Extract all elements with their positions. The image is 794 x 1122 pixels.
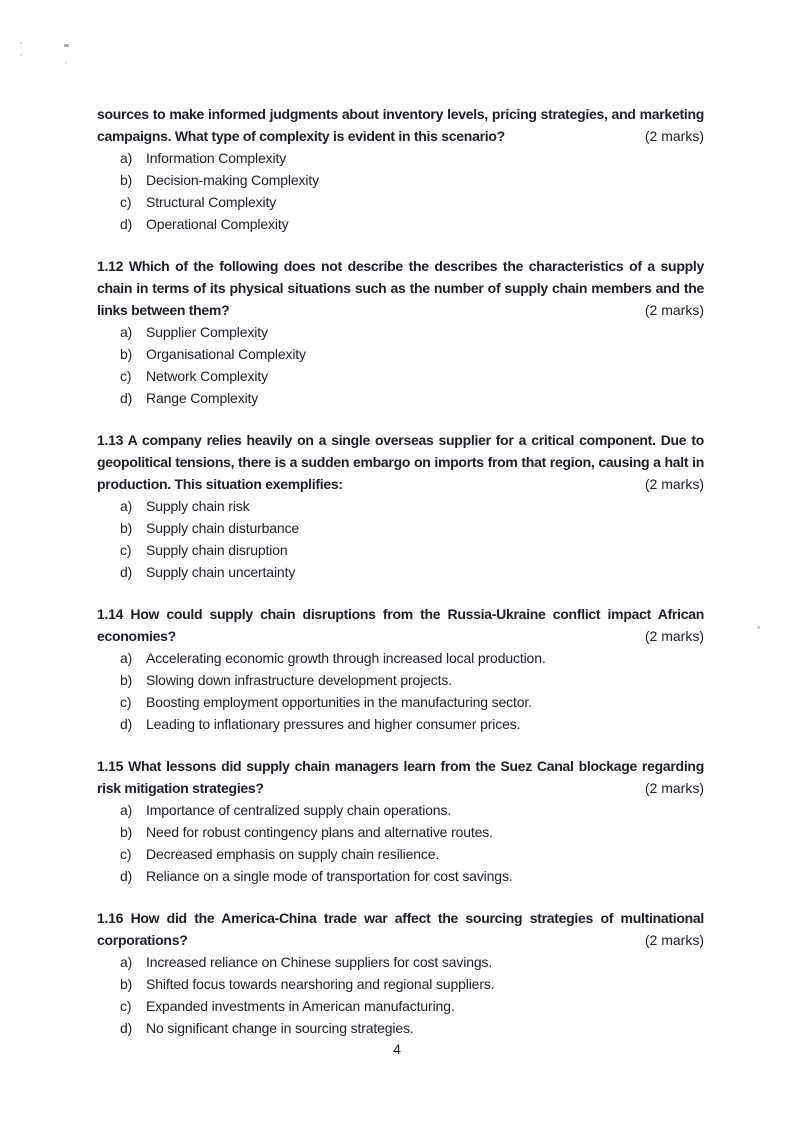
option-text: Supply chain risk bbox=[146, 498, 250, 514]
option-text: Supply chain disruption bbox=[146, 542, 288, 558]
option-text: Supply chain uncertainty bbox=[146, 564, 296, 580]
scan-artifact bbox=[64, 44, 69, 47]
option-letter: c) bbox=[120, 542, 132, 558]
option-d bbox=[97, 1017, 704, 1039]
option-letter: c) bbox=[120, 694, 132, 710]
option-list bbox=[97, 147, 704, 235]
option-text: Importance of centralized supply chain operations. bbox=[146, 802, 452, 818]
option-text: Reliance on a single mode of transportation for cost savings. bbox=[146, 868, 513, 884]
option-letter: a) bbox=[120, 324, 133, 340]
scan-artifact bbox=[757, 626, 760, 629]
option-text: Supply chain disturbance bbox=[146, 520, 300, 536]
option-b bbox=[97, 669, 704, 691]
question-number: 1.12 bbox=[97, 258, 124, 274]
option-a bbox=[97, 495, 704, 517]
option-b bbox=[97, 821, 704, 843]
option-a bbox=[97, 647, 704, 669]
option-letter: c) bbox=[120, 846, 132, 862]
question-marks: (2 marks) bbox=[644, 476, 704, 492]
question-1-11-continued bbox=[97, 103, 704, 235]
option-list bbox=[97, 951, 704, 1039]
scan-artifact bbox=[65, 62, 67, 64]
question-marks: (2 marks) bbox=[644, 628, 704, 644]
option-b bbox=[97, 169, 704, 191]
option-b bbox=[97, 343, 704, 365]
question-1-12 bbox=[97, 255, 704, 409]
question-stem bbox=[97, 755, 704, 799]
option-letter: c) bbox=[120, 998, 132, 1014]
option-a bbox=[97, 799, 704, 821]
option-list bbox=[97, 647, 704, 735]
option-letter: d) bbox=[120, 716, 133, 732]
option-letter: b) bbox=[120, 824, 133, 840]
question-stem-text: What lessons did supply chain managers learn from the Suez Canal blockage regarding risk mitigation strategies? bbox=[97, 758, 704, 796]
option-text: Decreased emphasis on supply chain resilience. bbox=[146, 846, 440, 862]
question-stem-text: Which of the following does not describe the describes the characteristics of a supply chain in terms of its physical situations such as the number of supply chain members and the links between them? bbox=[97, 258, 704, 318]
option-d bbox=[97, 213, 704, 235]
option-text: Network Complexity bbox=[146, 368, 268, 384]
option-c bbox=[97, 995, 704, 1017]
option-text: Expanded investments in American manufacturing. bbox=[146, 998, 455, 1014]
question-number: 1.15 bbox=[97, 758, 124, 774]
option-letter: b) bbox=[120, 346, 133, 362]
option-d bbox=[97, 713, 704, 735]
option-letter: c) bbox=[120, 368, 132, 384]
option-b bbox=[97, 517, 704, 539]
option-text: Structural Complexity bbox=[146, 194, 277, 210]
question-stem bbox=[97, 255, 704, 321]
option-b bbox=[97, 973, 704, 995]
scan-artifact bbox=[20, 42, 22, 44]
option-letter: c) bbox=[120, 194, 132, 210]
option-text: Slowing down infrastructure development projects. bbox=[146, 672, 452, 688]
option-letter: d) bbox=[120, 1020, 133, 1036]
option-letter: d) bbox=[120, 216, 133, 232]
option-letter: d) bbox=[120, 390, 133, 406]
question-marks: (2 marks) bbox=[644, 302, 704, 318]
question-number: 1.13 bbox=[97, 432, 124, 448]
question-1-16 bbox=[97, 907, 704, 1039]
option-text: Organisational Complexity bbox=[146, 346, 306, 362]
option-a bbox=[97, 321, 704, 343]
option-letter: b) bbox=[120, 672, 133, 688]
option-list bbox=[97, 495, 704, 583]
option-c bbox=[97, 365, 704, 387]
scan-artifact bbox=[20, 53, 22, 56]
question-stem bbox=[97, 603, 704, 647]
question-1-13 bbox=[97, 429, 704, 583]
option-a bbox=[97, 147, 704, 169]
option-text: Need for robust contingency plans and alternative routes. bbox=[146, 824, 493, 840]
option-text: Increased reliance on Chinese suppliers for cost savings. bbox=[146, 954, 493, 970]
question-stem-text: How did the America-China trade war affect the sourcing strategies of multinational corporations? bbox=[97, 910, 704, 948]
option-d bbox=[97, 561, 704, 583]
option-text: Decision-making Complexity bbox=[146, 172, 319, 188]
question-stem-text: A company relies heavily on a single overseas supplier for a critical component. Due to geopolitical tensions, there is a sudden embargo on imports from that region, causing a halt in production. This situation exemplifies: bbox=[97, 432, 704, 492]
option-a bbox=[97, 951, 704, 973]
option-letter: b) bbox=[120, 172, 133, 188]
question-marks: (2 marks) bbox=[644, 932, 704, 948]
option-text: Leading to inflationary pressures and higher consumer prices. bbox=[146, 716, 521, 732]
question-number: 1.16 bbox=[97, 910, 124, 926]
question-1-15 bbox=[97, 755, 704, 887]
option-c bbox=[97, 843, 704, 865]
question-stem bbox=[97, 907, 704, 951]
option-d bbox=[97, 387, 704, 409]
question-marks: (2 marks) bbox=[644, 780, 704, 796]
option-text: No significant change in sourcing strategies. bbox=[146, 1020, 414, 1036]
page-number: 4 bbox=[393, 1041, 401, 1057]
option-letter: d) bbox=[120, 868, 133, 884]
option-list bbox=[97, 321, 704, 409]
question-marks: (2 marks) bbox=[644, 128, 704, 144]
option-text: Supplier Complexity bbox=[146, 324, 268, 340]
option-text: Range Complexity bbox=[146, 390, 259, 406]
option-text: Accelerating economic growth through increased local production. bbox=[146, 650, 546, 666]
question-stem bbox=[97, 429, 704, 495]
question-stem-text: How could supply chain disruptions from the Russia-Ukraine conflict impact African economies? bbox=[97, 606, 704, 644]
option-text: Information Complexity bbox=[146, 150, 287, 166]
option-letter: a) bbox=[120, 150, 133, 166]
question-stem bbox=[97, 103, 704, 147]
option-c bbox=[97, 539, 704, 561]
question-stem-text: sources to make informed judgments about inventory levels, pricing strategies, and marketing campaigns. What type of complexity is evident in this scenario? bbox=[97, 106, 704, 144]
option-letter: d) bbox=[120, 564, 133, 580]
option-letter: b) bbox=[120, 976, 133, 992]
question-list bbox=[97, 103, 704, 1039]
question-number: 1.14 bbox=[97, 606, 124, 622]
option-text: Shifted focus towards nearshoring and regional suppliers. bbox=[146, 976, 495, 992]
option-letter: b) bbox=[120, 520, 133, 536]
option-c bbox=[97, 691, 704, 713]
option-text: Boosting employment opportunities in the manufacturing sector. bbox=[146, 694, 532, 710]
option-letter: a) bbox=[120, 802, 133, 818]
option-letter: a) bbox=[120, 650, 133, 666]
question-1-14 bbox=[97, 603, 704, 735]
option-d bbox=[97, 865, 704, 887]
option-c bbox=[97, 191, 704, 213]
option-letter: a) bbox=[120, 954, 133, 970]
option-list bbox=[97, 799, 704, 887]
option-letter: a) bbox=[120, 498, 133, 514]
option-text: Operational Complexity bbox=[146, 216, 289, 232]
